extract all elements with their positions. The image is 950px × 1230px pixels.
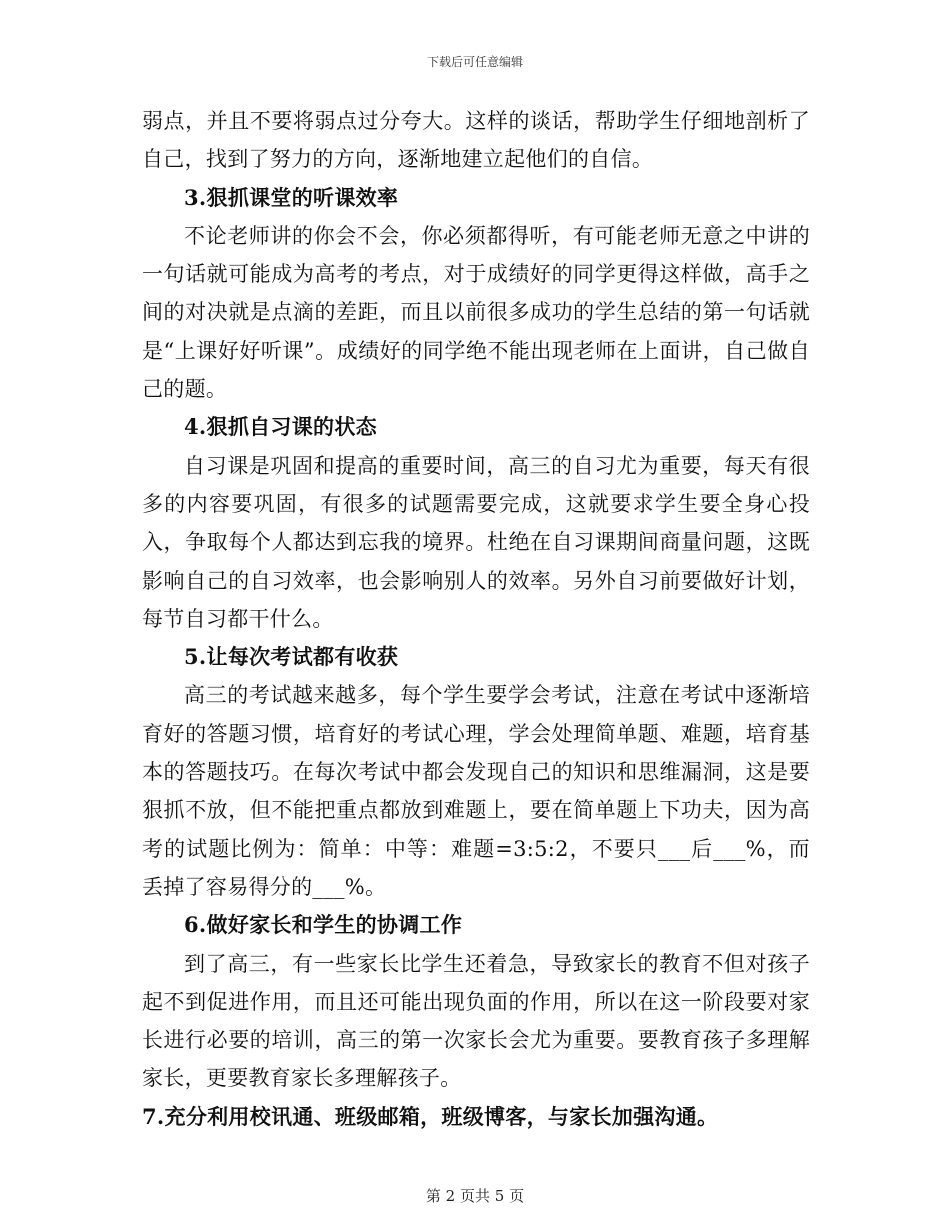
paragraph-section-6: 到了高三，有一些家长比学生还着急，导致家长的教育不但对孩子起不到促进作用，而且还可能出现负面的作用，所以在这一阶段要对家长进行必要的培训，高三的第一次家长会尤为重要。要教育孩子多理解家长，更要教育家长多理解孩子。 (142, 951, 810, 1091)
page-header-note: 下载后可任意编辑 (426, 55, 523, 69)
heading-section-6: 6.做好家长和学生的协调工作 (184, 912, 463, 938)
heading-section-3: 3.狠抓课堂的听课效率 (184, 184, 399, 210)
paragraph-section-4: 自习课是巩固和提高的重要时间，高三的自习尤为重要，每天有很多的内容要巩固，有很多的试题需要完成，这就要求学生要全身心投入，争取每个人都达到忘我的境界。杜绝在自习课期间商量问题，这既影响自己的自习效率，也会影响别人的效率。另外自习前要做好计划，每节自习都干什么。 (142, 453, 810, 631)
heading-section-4: 4.狠抓自习课的状态 (184, 414, 377, 440)
paragraph-section-3: 不论老师讲的你会不会，你必须都得听，有可能老师无意之中讲的一句话就可能成为高考的考点，对于成绩好的同学更得这样做，高手之间的对决就是点滴的差距，而且以前很多成功的学生总结的第一句话就是“上课好好听课”。成绩好的同学绝不能出现老师在上面讲，自己做自己的题。 (142, 223, 810, 402)
page-footer: 第 2 页共 5 页 (425, 1187, 525, 1205)
heading-section-7: 7.充分利用校讯通、班级邮箱，班级博客，与家长加强沟通。 (142, 1103, 719, 1129)
paragraph-intro: 弱点，并且不要将弱点过分夸大。这样的谈话，帮助学生仔细地剖析了自己，找到了努力的方向，逐渐地建立起他们的自信。 (142, 109, 810, 172)
document-body (142, 102, 810, 1136)
paragraph-section-5: 高三的考试越来越多，每个学生要学会考试，注意在考试中逐渐培育好的答题习惯，培育好的考试心理，学会处理简单题、难题，培育基本的答题技巧。在每次考试中都会发现自己的知识和思维漏洞，这是要狠抓不放，但不能把重点都放到难题上，要在简单题上下功夫，因为高考的试题比例为：简单：中等：难题=3:5:2，不要只___后___%，而丢掉了容易得分的___%。 (142, 683, 810, 899)
heading-section-5: 5.让每次考试都有收获 (184, 644, 399, 670)
